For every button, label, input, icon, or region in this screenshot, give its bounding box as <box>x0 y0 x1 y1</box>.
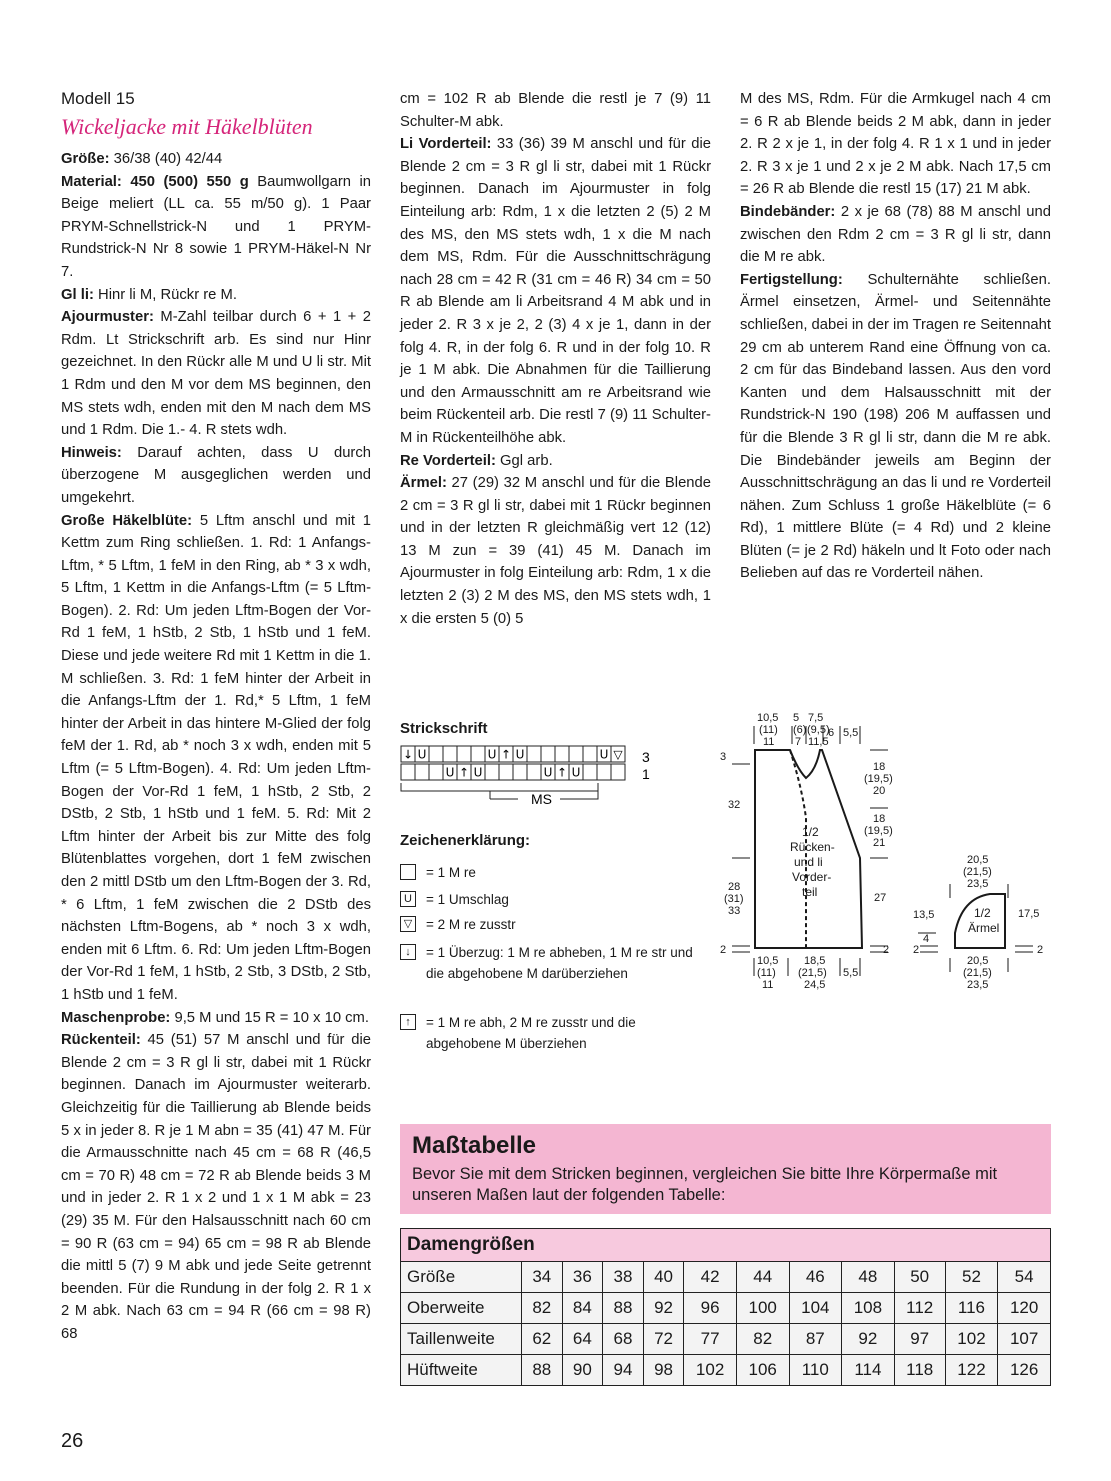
table-cell: 120 <box>998 1293 1051 1324</box>
bindebaender-text: 2 x je 68 (78) 88 M anschl und zwischen den Rdm 2 cm = 3 R gl li str, dann die M re abk. <box>740 203 1051 266</box>
row-label: Hüftweite <box>401 1355 522 1386</box>
column-3 <box>740 88 1051 585</box>
ajour-label: Ajourmuster: <box>61 309 154 326</box>
table-cell: 104 <box>789 1293 842 1324</box>
dim-label: 33 <box>728 905 741 917</box>
probe-paragraph <box>61 1007 371 1030</box>
knit-symbol-icon <box>400 864 416 880</box>
table-cell: 36 <box>562 1262 603 1293</box>
table-cell: 92 <box>643 1293 684 1324</box>
body-label: und li <box>794 855 823 869</box>
legend-item-ueberzug <box>400 942 693 1008</box>
body-label: Vorder- <box>792 870 832 884</box>
dim-label: 24,5 <box>804 979 826 991</box>
table-header-row <box>401 1229 1051 1262</box>
probe-label: Maschenprobe: <box>61 1009 171 1026</box>
dim-label: 13,5 <box>913 909 935 921</box>
chart-cell-symbol: ↑ <box>458 765 470 780</box>
table-cell: 110 <box>789 1355 842 1386</box>
dim-label: 18 <box>873 761 886 773</box>
chart-cell <box>541 746 555 762</box>
row-label-3: 3 <box>642 749 650 765</box>
dim-label: 20,5 <box>967 854 989 866</box>
ruecken-label: Rückenteil: <box>61 1032 141 1049</box>
chart-cell-symbol: ▽ <box>613 747 623 762</box>
model-number: Modell 15 <box>61 89 135 108</box>
fertigstellung-text: Schulternähte schließen. Ärmel einsetzen, Ärmel- und Seitennähte schließen, dabei in der im Tragen re Seitennaht 29 cm ab unterem Rand eine Öffnung von ca. 2 cm für das Bindeband lassen. Aus den vord Kanten und dem Halsausschnitt mit der Rundstrick-N 190 (198) 206 M auffassen und für die Blende 3 R gl li str, dann die M re abk. Die Bindebänder jeweils am Beginn der Ausschnittschrägung an das li und re Vorderteil nähen. Zum Schluss 1 große Häkelblüte (= 6 Rd), 1 mittlere Blüte (= 4 Rd) und 2 kleine Blüten (= je 2 Rd) häkeln und lt Foto oder nach Belieben auf das re Vorderteil nähen. <box>740 271 1051 582</box>
dim-label: 17,5 <box>1018 908 1040 920</box>
chart-cell <box>555 746 569 762</box>
hinweis-label: Hinweis: <box>61 444 122 461</box>
li-vorderteil-paragraph <box>400 133 711 449</box>
dim-label: (19,5) <box>864 773 893 785</box>
table-cell: 64 <box>562 1324 603 1355</box>
chart-cell <box>457 746 471 762</box>
chart-cell-symbol: U <box>487 747 497 762</box>
legend-text: = 1 Umschlag <box>426 892 509 907</box>
yarn-over-symbol-icon: U <box>400 891 416 907</box>
dim-label: 3 <box>720 751 727 763</box>
measurement-schematic <box>710 708 1055 1008</box>
table-row <box>401 1324 1051 1355</box>
table-cell: 92 <box>842 1324 895 1355</box>
table-cell: 88 <box>603 1293 644 1324</box>
dim-label: 2 <box>913 944 920 956</box>
table-cell: 116 <box>945 1293 998 1324</box>
dim-label: 5 <box>793 712 800 724</box>
dim-label: 21 <box>873 837 886 849</box>
dim-label: 10,5 <box>757 712 779 724</box>
fertigstellung-label: Fertigstellung: <box>740 271 843 288</box>
table-cell: 87 <box>789 1324 842 1355</box>
dim-label: 11 <box>763 736 775 748</box>
chart-cell-symbol: U <box>515 747 525 762</box>
table-cell: 107 <box>998 1324 1051 1355</box>
table-cell: 106 <box>736 1355 789 1386</box>
legend-text: = 1 Überzug: 1 M re abheben, 1 M re str und die abgehobene M darüberziehen <box>426 945 693 981</box>
bindebaender-paragraph <box>740 201 1051 269</box>
table-cell: 96 <box>684 1293 737 1324</box>
chart-cell-symbol: U <box>473 765 483 780</box>
dim-label: 18 <box>873 813 886 825</box>
table-cell: 102 <box>684 1355 737 1386</box>
table-cell: 52 <box>945 1262 998 1293</box>
material-paragraph <box>61 171 371 284</box>
dim-label: (21,5) <box>963 866 992 878</box>
material-label: Material: 450 (500) 550 g <box>61 173 249 190</box>
table-cell: 112 <box>894 1293 945 1324</box>
dim-label: 7,5 <box>808 712 824 724</box>
chart-cell-symbol: ↓ <box>402 747 414 762</box>
hinweis-paragraph <box>61 442 371 510</box>
size-info-box <box>400 1124 1051 1214</box>
legend-text: = 1 M re abh, 2 M re zusstr und die abgehobene M überziehen <box>426 1015 636 1051</box>
dim-label: 20,5 <box>967 955 989 967</box>
table-cell: 62 <box>522 1324 563 1355</box>
legend-item-re <box>400 862 690 884</box>
chart-cell <box>527 764 541 780</box>
body-label: 1/2 <box>802 825 819 839</box>
dim-label: (31) <box>724 893 744 905</box>
table-cell: 94 <box>603 1355 644 1386</box>
hinweis-text: Darauf achten, dass U durch überzogene M ausgeglichen werden und umgekehrt. <box>61 444 371 506</box>
table-row <box>401 1355 1051 1386</box>
table-cell: 40 <box>643 1262 684 1293</box>
table-cell: 46 <box>789 1262 842 1293</box>
dim-label: (11) <box>757 967 776 979</box>
column-2 <box>400 88 711 630</box>
chart-cell <box>611 764 625 780</box>
table-header: Damengrößen <box>401 1229 1051 1262</box>
re-vorderteil-label: Re Vorderteil: <box>400 452 496 469</box>
legend-title: Zeichenerklärung: <box>400 832 531 849</box>
dim-label: 2 <box>720 944 727 956</box>
dim-label: 5,5 <box>843 967 859 979</box>
li-vorderteil-label: Li Vorderteil: <box>400 136 492 153</box>
bluete-paragraph <box>61 510 371 1007</box>
table-cell: 44 <box>736 1262 789 1293</box>
chart-cell <box>443 746 457 762</box>
dim-label: 7 <box>795 736 802 748</box>
dim-label: 28 <box>728 881 741 893</box>
aermel-paragraph <box>400 472 711 630</box>
table-cell: 108 <box>842 1293 895 1324</box>
k2tog-symbol-icon: ▽ <box>400 916 416 932</box>
dim-label: 23,5 <box>967 878 989 890</box>
table-cell: 82 <box>522 1293 563 1324</box>
dim-label: 11,5 <box>808 736 829 748</box>
chart-cell <box>401 764 415 780</box>
table-cell: 54 <box>998 1262 1051 1293</box>
dim-label: 2 <box>1037 944 1044 956</box>
column-1 <box>61 88 371 1345</box>
chart-cell <box>485 764 499 780</box>
fertigstellung-paragraph <box>740 269 1051 585</box>
dim-label: 27 <box>874 892 887 904</box>
row-label: Oberweite <box>401 1293 522 1324</box>
chart-cell <box>415 764 429 780</box>
chart-cell-symbol: U <box>599 747 609 762</box>
legend-text: = 1 M re <box>426 865 476 880</box>
table-cell: 77 <box>684 1324 737 1355</box>
gl-li-paragraph <box>61 284 371 307</box>
table-cell: 42 <box>684 1262 737 1293</box>
table-cell: 68 <box>603 1324 644 1355</box>
size-table <box>400 1228 1051 1386</box>
dim-label: 6 <box>828 727 835 739</box>
size-paragraph <box>61 148 371 171</box>
gl-li-text: Hinr li M, Rückr re M. <box>93 286 237 303</box>
table-cell: 82 <box>736 1324 789 1355</box>
chart-cell-symbol: U <box>417 747 427 762</box>
table-cell: 88 <box>522 1355 563 1386</box>
table-cell: 84 <box>562 1293 603 1324</box>
legend-text: = 2 M re zusstr <box>426 917 516 932</box>
ruecken-paragraph <box>61 1029 371 1345</box>
dim-label: 23,5 <box>967 979 989 991</box>
sleeve-label: 1/2 <box>974 906 991 920</box>
li-vorderteil-text: 33 (36) 39 M anschl und für die Blende 2 cm = 3 R gl li str, dabei mit 1 Rückr beginnen. Danach im Ajourmuster in folg Einteilung arb: Rdm, 1 x die letzten 2 (5) 2 M des MS, den MS stets wdh, 1 x die M nach dem MS, Rdm. Für die Ausschnittschrägung nach 28 cm = 42 R (31 cm = 46 R) 34 cm = 50 R ab Blende am li Arbeitsrand 4 M abk und in jeder 2. R 3 x je 2, 2 (3) 4 x je 1, dann in der folg 4. R, in der folg 6. R und in der folg 10. R je 1 M abk. Die Abnahmen für die Taillierung und den Armausschnitt am re Arbeitsrand wie beim Rückenteil arb. Die restl 7 (9) 11 Schulter-M in Rückenteilhöhe abk. <box>400 136 711 446</box>
strickschrift-chart <box>400 745 670 811</box>
ssk-symbol-icon: ↓ <box>400 944 416 960</box>
table-cell: 114 <box>842 1355 895 1386</box>
body-label: Rücken- <box>790 840 835 854</box>
chart-cell <box>513 764 527 780</box>
table-cell: 122 <box>945 1355 998 1386</box>
continuation-paragraph: cm = 102 R ab Blende die restl je 7 (9) 11 Schulter-M abk. <box>400 91 711 130</box>
row-label-1: 1 <box>642 766 650 782</box>
dim-label: 5,5 <box>843 727 859 739</box>
dim-label: (11) <box>759 724 778 736</box>
re-vorderteil-paragraph <box>400 450 711 473</box>
table-cell: 72 <box>643 1324 684 1355</box>
aermel-text: 27 (29) 32 M anschl und für die Blende 2 cm = 3 R gl li str, dabei mit 1 Rückr beginnen und in der letzten R gleichmäßig vert 12 (12) 13 M zun = 39 (41) 45 M. Danach im Ajourmuster in folg Einteilung arb: Rdm, 1 x die letzten 2 (3) 2 M des MS, den MS stets wdh, 1 x die ersten 5 (0) 5 <box>400 475 711 627</box>
dim-label: (6) <box>793 724 807 736</box>
bluete-label: Große Häkelblüte: <box>61 512 193 529</box>
dim-label: 2 <box>883 944 890 956</box>
row-label: Taillenweite <box>401 1324 522 1355</box>
size-label: Größe: <box>61 151 110 167</box>
table-cell: 38 <box>603 1262 644 1293</box>
chart-cells <box>401 746 625 780</box>
material-text: Baumwollgarn in Beige meliert (LL ca. 55 m/50 g). 1 Paar PRYM-Schnellstrick-N und 1 PRYM-Rundstrick-N Nr 8 sowie 1 PRYM-Häkel-N Nr 7. <box>61 173 371 280</box>
ruecken-text: 45 (51) 57 M anschl und für die Blende 2 cm = 3 R gl li str, dabei mit 1 Rückr beginnen. Danach im Ajourmuster weiterarb. Gleichzeitig für die Taillierung ab Blende beids 5 x in jeder 8. R je 1 M abn = 35 (41) 47 M. Für die Armausschnitte nach 45 cm = 68 R (46,5 cm = 70 R) 48 cm = 72 R ab Blende beids 3 M und in jeder 2. R 1 x 2 und 1 x 1 M abk = 23 (29) 35 M. Für den Halsausschnitt nach 60 cm = 90 R (63 cm = 94) 65 cm = 98 R ab Blende die mittl 5 (7) 9 M abk und jede Seite getrennt beenden. Für die Rundung in der folg 2. R 1 x 2 M abk. Nach 63 cm = 94 R (66 cm = 98 R) 68 <box>61 1032 371 1342</box>
dim-label: 32 <box>728 799 741 811</box>
legend-item-zusstr <box>400 914 690 936</box>
dim-label: (21,5) <box>798 967 827 979</box>
table-cell: 48 <box>842 1262 895 1293</box>
ms-bracket <box>401 783 598 799</box>
gl-li-label: Gl li: <box>61 286 94 303</box>
ajour-text: M-Zahl teilbar durch 6 + 1 + 2 Rdm. Lt Strickschrift arb. Es sind nur Hinr gezeichnet. In den Rückr alle M und U li str. Mit 1 Rdm und den M vor dem MS beginnen, den MS stets wdh, enden mit den M nach dem MS und 1 Rdm. Die 1.- 4. R stets wdh. <box>61 309 371 439</box>
dim-label: 10,5 <box>757 955 779 967</box>
ms-label: MS <box>531 791 552 807</box>
table-cell: 98 <box>643 1355 684 1386</box>
dim-label: 11 <box>762 979 774 991</box>
continuation-paragraph: M des MS, Rdm. Für die Armkugel nach 4 cm = 6 R ab Blende beids 2 M abk, dann in jeder 2. R 2 x je 1, in der folg 4. R 1 x 1 und in jeder 2. R 3 x je 1 und 2 x je 2 M abk. Nach 17,5 cm = 26 R ab Blende die restl 15 (17) 21 M abk. <box>740 91 1051 198</box>
chart-cell-symbol: U <box>571 765 581 780</box>
chart-cell-symbol: U <box>543 765 553 780</box>
table-cell: 126 <box>998 1355 1051 1386</box>
chart-cell <box>583 764 597 780</box>
table-cell: 97 <box>894 1324 945 1355</box>
legend-item-doppelabnahme <box>400 1012 690 1056</box>
size-table-intro: Bevor Sie mit dem Stricken beginnen, vergleichen Sie bitte Ihre Körpermaße mit unseren Maßen laut der folgenden Tabelle: <box>412 1165 998 1204</box>
table-cell: 118 <box>894 1355 945 1386</box>
bindebaender-label: Bindebänder: <box>740 203 836 220</box>
table-row <box>401 1293 1051 1324</box>
table-cell: 90 <box>562 1355 603 1386</box>
strickschrift-title: Strickschrift <box>400 720 488 737</box>
sleeve-label: Ärmel <box>968 921 1000 935</box>
dim-label: (19,5) <box>864 825 893 837</box>
chart-cell <box>499 764 513 780</box>
size-text: 36/38 (40) 42/44 <box>109 151 223 167</box>
page-number: 26 <box>61 1430 84 1452</box>
ajour-paragraph <box>61 306 371 442</box>
table-cell: 100 <box>736 1293 789 1324</box>
legend-item-umschlag <box>400 889 690 911</box>
chart-cell-symbol: ↑ <box>556 765 568 780</box>
table-cell: 50 <box>894 1262 945 1293</box>
double-decrease-symbol-icon: ↑ <box>400 1014 416 1030</box>
chart-cell <box>597 764 611 780</box>
body-label: teil <box>802 885 818 899</box>
pattern-title: Wickeljacke mit Häkelblüten <box>61 114 313 139</box>
dim-label: 18,5 <box>804 955 826 967</box>
chart-cell-symbol: U <box>445 765 455 780</box>
dim-label: 20 <box>873 785 886 797</box>
table-cell: 102 <box>945 1324 998 1355</box>
row-label: Größe <box>401 1262 522 1293</box>
re-vorderteil-text: Ggl arb. <box>495 452 553 469</box>
bluete-text: 5 Lftm anschl und mit 1 Kettm zum Ring schließen. 1. Rd: 1 Anfangs-Lftm, * 5 Lftm, 1 feM in den Ring, ab * 3 x wdh, 5 Lftm, 1 Kettm in die Anfangs-Lftm (= 5 Lftm-Bogen). 2. Rd: Um jeden Lftm-Bogen der Vor-Rd 1 feM, 1 hStb, 2 Stb, 1 hStb und 1 feM. Diese und jede weitere Rd mit 1 Kettm in die 1. M schließen. 3. Rd: 1 feM hinter der Arbeit in die Anfangs-Lftm der 1. Rd,* 5 Lftm, 1 feM hinter der Arbeit in das hintere M-Glied der folg feM der 1. Rd, ab * noch 3 x wdh, enden mit 5 Lftm (= 5 Lftm-Bogen). 4. Rd: Um jeden Lftm-Bogen der Vor-Rd 1 feM, 1 hStb, 2 Stb, 2 DStb, 2 Stb, 1 hStb und 1 feM. 5. Rd: Mit 2 Lftm hinter der Arbeit bis zur Mitte des folg Blütenblattes vorgehen, dort 1 feM zwischen den 2 mittl DStb um den Lftm-Bogen der 3. Rd, * 6 Lftm, 1 feM zwischen die 2 DStb des nächsten Lftm-Bogens, ab * noch 3 x wdh, enden mit 6 Lftm. 6. Rd: Um jeden Lftm-Bogen der Vor-Rd 1 feM, 1 hStb, 2 Stb, 3 DStb, 2 Stb, 1 hStb und 1 feM. <box>61 512 371 1003</box>
dim-label: (9,5) <box>807 724 830 736</box>
chart-cell <box>471 746 485 762</box>
chart-cell <box>569 746 583 762</box>
chart-cell <box>429 746 443 762</box>
dim-label: (21,5) <box>963 967 992 979</box>
dim-label: 4 <box>923 933 930 945</box>
chart-cell <box>583 746 597 762</box>
chart-cell-symbol: ↑ <box>500 747 512 762</box>
chart-cell <box>527 746 541 762</box>
table-row <box>401 1262 1051 1293</box>
aermel-label: Ärmel: <box>400 475 447 492</box>
probe-text: 9,5 M und 15 R = 10 x 10 cm. <box>170 1009 369 1026</box>
size-table-title: Maßtabelle <box>412 1132 537 1159</box>
table-cell: 34 <box>522 1262 563 1293</box>
chart-cell <box>429 764 443 780</box>
